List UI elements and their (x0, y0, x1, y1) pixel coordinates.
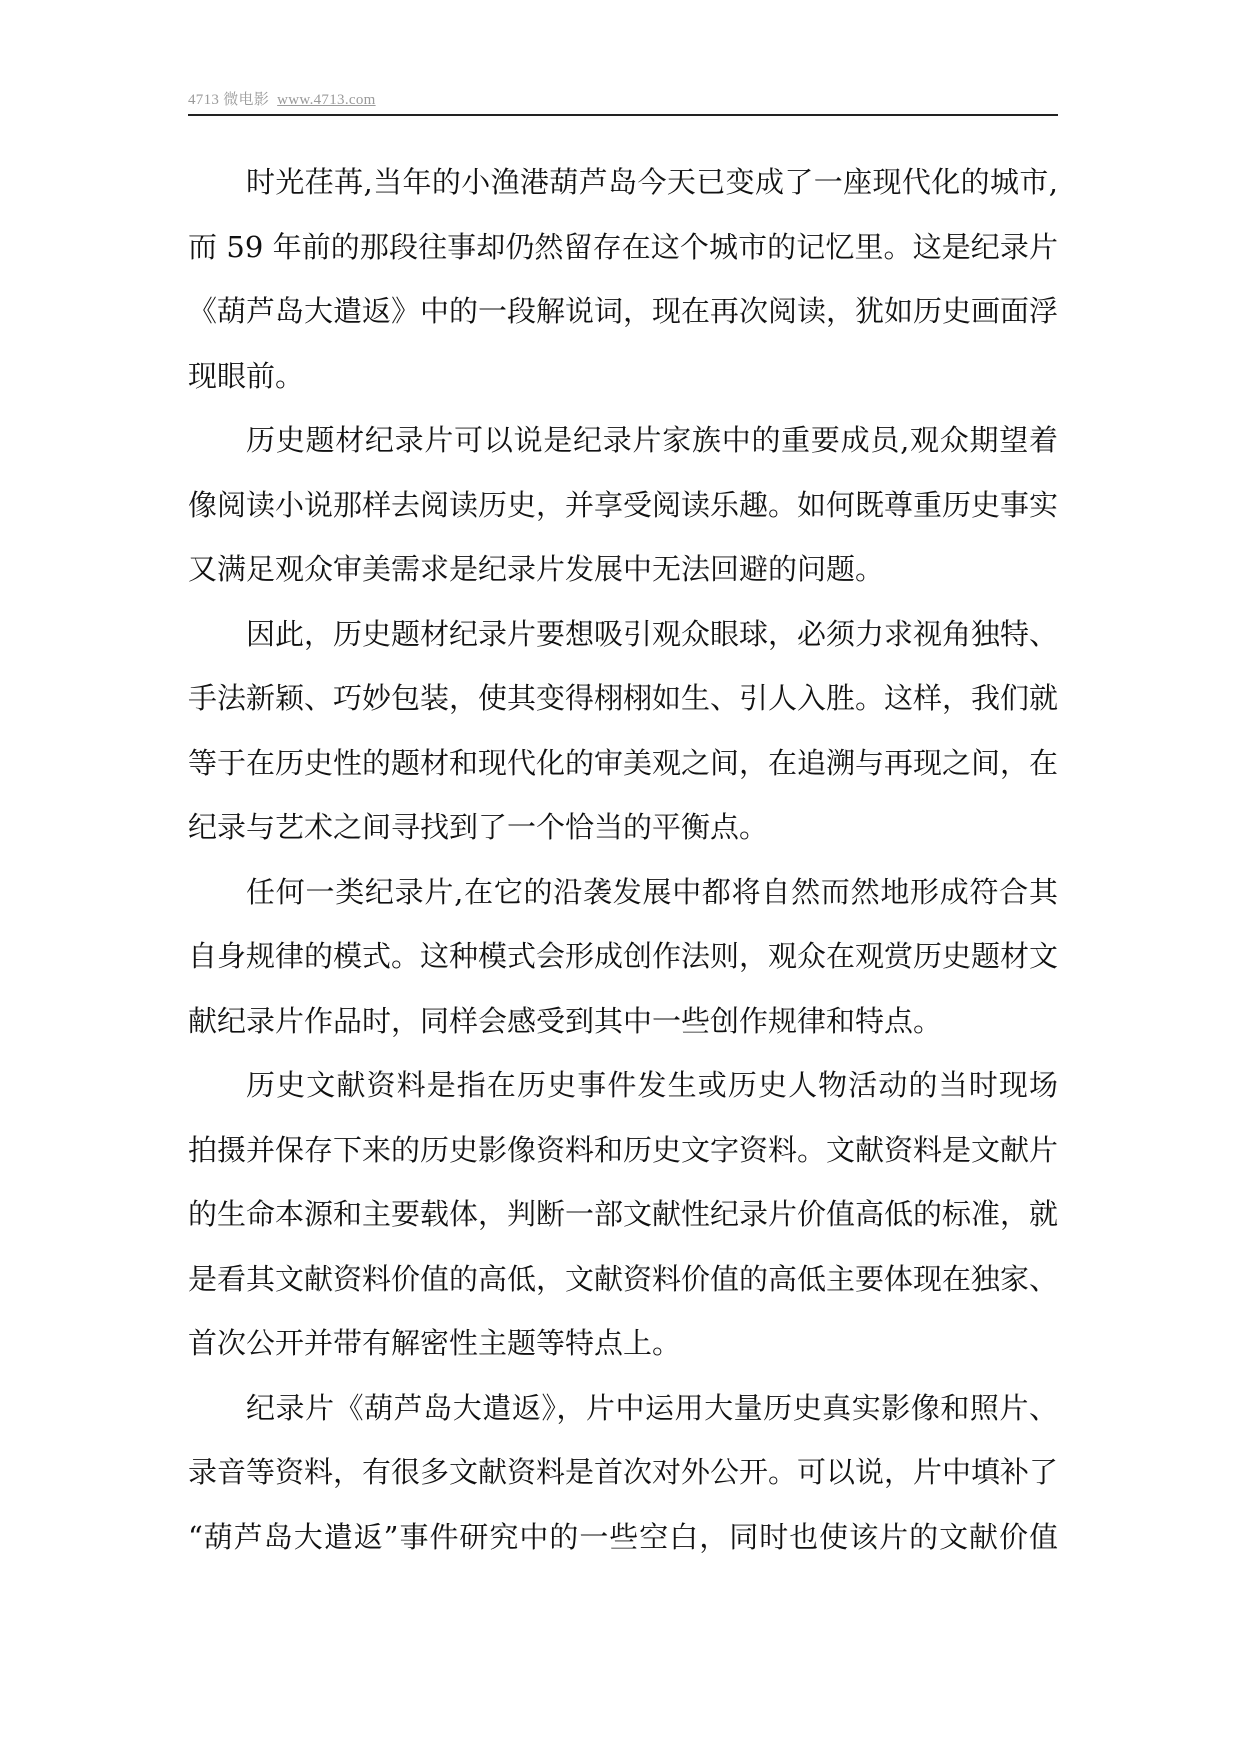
text-line: 是看其文献资料价值的高低，文献资料价值的高低主要体现在独家、 (188, 1261, 1058, 1296)
text-line: 任何一类纪录片,在它的沿袭发展中都将自然而然地形成符合其 (246, 874, 1058, 909)
paragraph (188, 860, 1058, 1054)
text-line: 手法新颖、巧妙包装，使其变得栩栩如生、引人入胜。这样，我们就 (188, 681, 1058, 715)
text-line: 拍摄并保存下来的历史影像资料和历史文字资料。文献资料是文献片 (188, 1132, 1058, 1167)
text-line: 而 59 年前的那段往事却仍然留存在这个城市的记忆里。这是纪录片 (188, 229, 1058, 264)
paragraph (188, 150, 1058, 408)
text-line: 又满足观众审美需求是纪录片发展中无法回避的问题。 (188, 552, 885, 586)
paragraph (188, 1376, 1058, 1570)
document-body (188, 150, 1058, 1569)
text-line: 录音等资料，有很多文献资料是首次对外公开。可以说，片中填补了 (188, 1455, 1058, 1489)
text-line: 的生命本源和主要载体，判断一部文献性纪录片价值高低的标准，就 (188, 1197, 1058, 1231)
text-line: 时光荏苒,当年的小渔港葫芦岛今天已变成了一座现代化的城市, (246, 165, 1058, 199)
text-line: “葫芦岛大遣返”事件研究中的一些空白，同时也使该片的文献价值 (188, 1519, 1058, 1554)
header-brand-text: 4713 微电影 (188, 92, 270, 108)
paragraph (188, 1053, 1058, 1376)
header-divider (188, 114, 1058, 116)
text-line: 自身规律的模式。这种模式会形成创作法则，观众在观赏历史题材文 (188, 939, 1058, 973)
text-line: 因此，历史题材纪录片要想吸引观众眼球，必须力求视角独特、 (246, 616, 1058, 651)
text-line: 等于在历史性的题材和现代化的审美观之间，在追溯与再现之间，在 (188, 745, 1058, 780)
text-line: 历史题材纪录片可以说是纪录片家族中的重要成员,观众期望着 (246, 423, 1058, 457)
header-site-link[interactable]: www.4713.com (277, 92, 376, 108)
page-header (188, 88, 376, 109)
text-line: 历史文献资料是指在历史事件发生或历史人物活动的当时现场 (246, 1068, 1058, 1102)
text-line: 《葫芦岛大遣返》中的一段解说词，现在再次阅读，犹如历史画面浮 (188, 294, 1058, 328)
text-line: 像阅读小说那样去阅读历史，并享受阅读乐趣。如何既尊重历史事实 (188, 487, 1058, 522)
paragraph (188, 408, 1058, 602)
text-line: 献纪录片作品时，同样会感受到其中一些创作规律和特点。 (188, 1003, 943, 1038)
text-line: 纪录片《葫芦岛大遣返》，片中运用大量历史真实影像和照片、 (246, 1390, 1058, 1425)
text-line: 纪录与艺术之间寻找到了一个恰当的平衡点。 (188, 810, 769, 844)
text-line: 首次公开并带有解密性主题等特点上。 (188, 1326, 682, 1360)
paragraph (188, 602, 1058, 860)
text-line: 现眼前。 (188, 358, 305, 393)
